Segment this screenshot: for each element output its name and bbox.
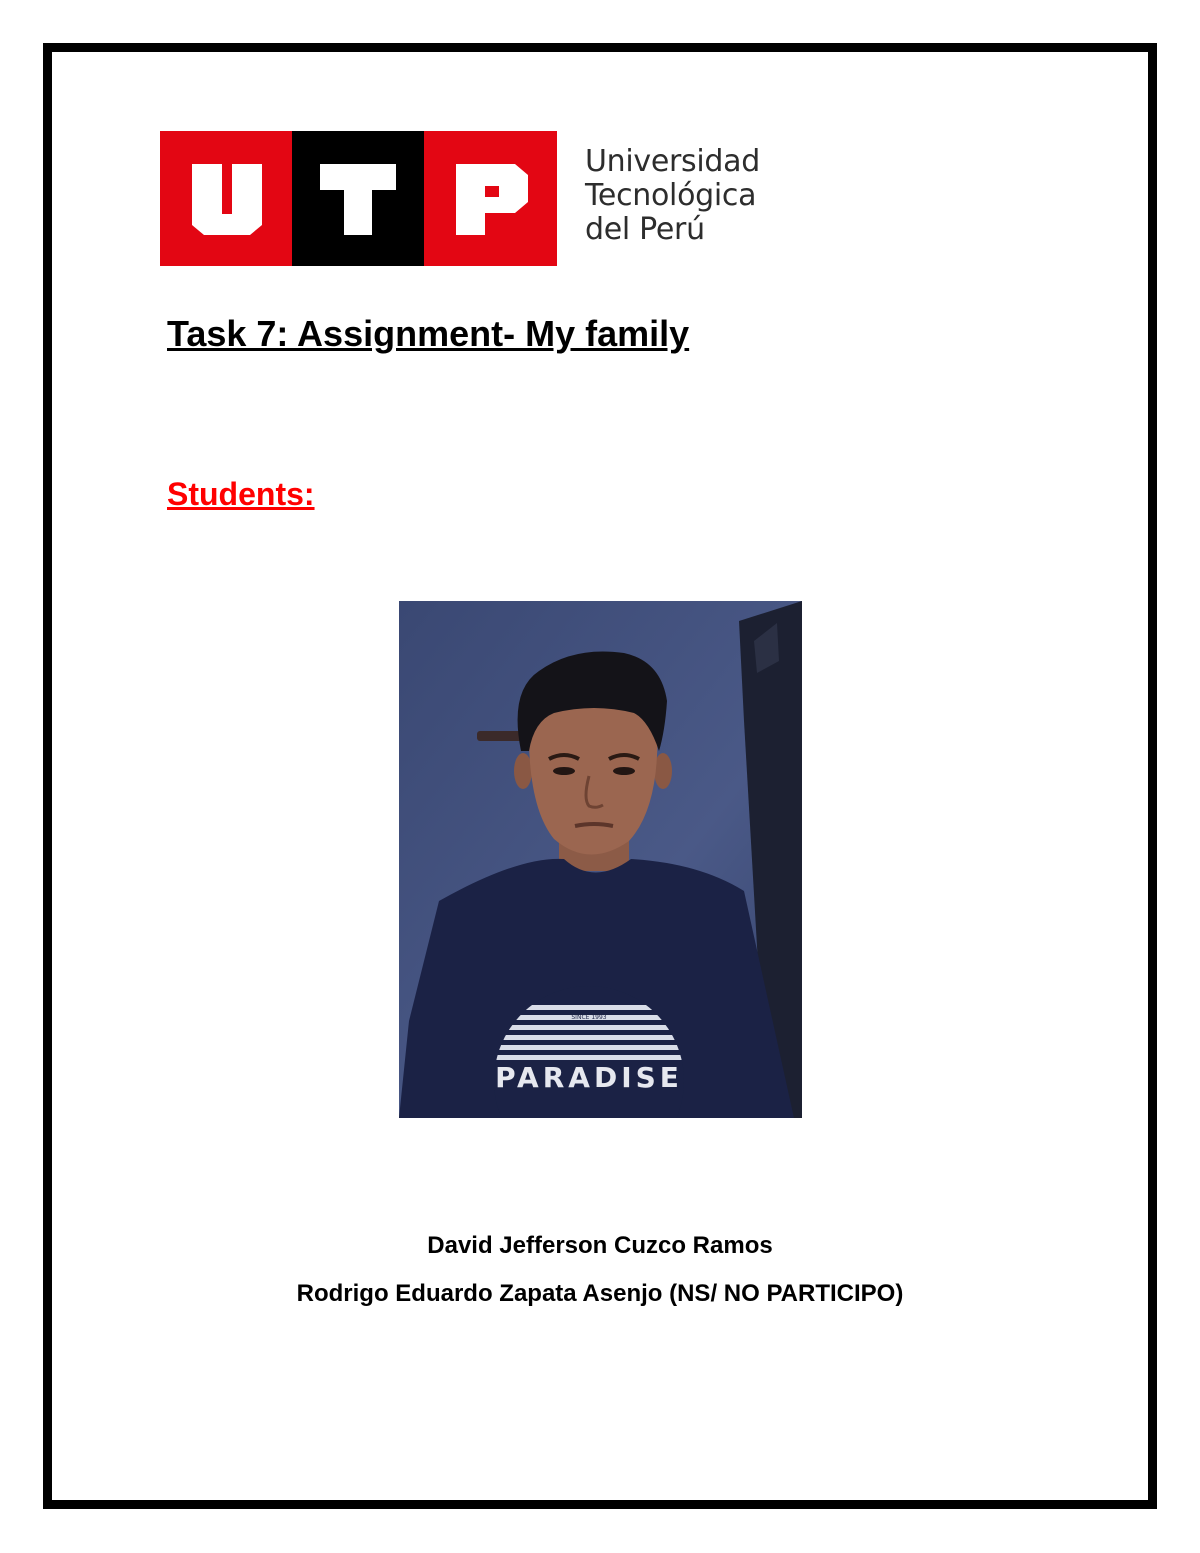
student-names xyxy=(0,1228,1200,1324)
student-name: Rodrigo Eduardo Zapata Asenjo (NS/ NO PARTICIPO) xyxy=(296,1280,904,1307)
student-photo xyxy=(399,601,802,1118)
shirt-small-text: SINCE 1993 xyxy=(571,1014,607,1021)
logo-wordmark-line: Universidad xyxy=(585,144,760,179)
logo-wordmark xyxy=(585,145,760,247)
students-label: Students: xyxy=(167,476,315,512)
logo-wordmark-line: Tecnológica xyxy=(585,178,757,213)
utp-logo xyxy=(160,131,780,266)
logo-block-u xyxy=(160,131,292,266)
student-name: David Jefferson Cuzco Ramos xyxy=(427,1232,773,1259)
utp-logo-mark xyxy=(160,131,557,266)
page-title: Task 7: Assignment- My family xyxy=(167,313,690,354)
logo-wordmark-line: del Perú xyxy=(585,212,705,247)
shirt-text: PARADISE xyxy=(495,1061,683,1094)
